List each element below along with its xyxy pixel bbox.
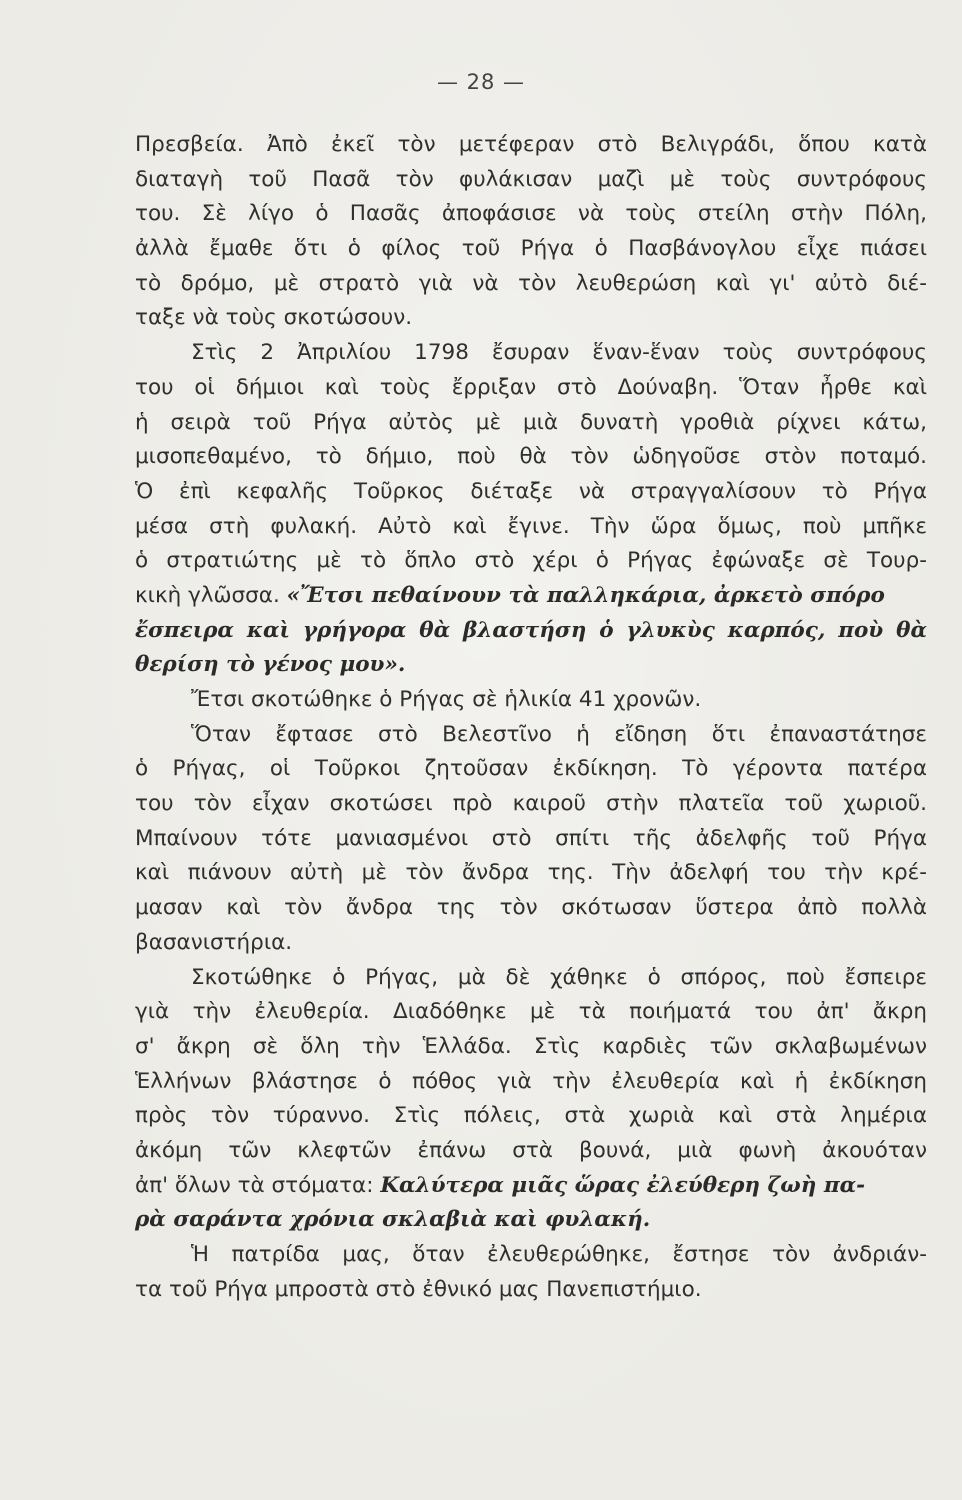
text-line: διαταγὴ τοῦ Πασᾶ τὸν φυλάκισαν μαζὶ μὲ τοὺς συντρόφους xyxy=(135,166,927,192)
text-line: Ὁ ἐπὶ κεφαλῆς Τοῦρκος διέταξε νὰ στραγγαλίσουν τὸ Ρήγα xyxy=(135,478,927,504)
text-fragment: ἀπ' ὅλων τὰ στόματα: xyxy=(135,1172,374,1198)
text-line xyxy=(135,579,927,614)
text-line: Ὅταν ἔφτασε στὸ Βελεστῖνο ἡ εἴδηση ὅτι ἐπαναστάτησε xyxy=(191,721,927,747)
text-line: Σκοτώθηκε ὁ Ρήγας, μὰ δὲ χάθηκε ὁ σπόρος, ποὺ ἔσπειρε xyxy=(191,964,927,990)
text-line: ὁ στρατιώτης μὲ τὸ ὅπλο στὸ χέρι ὁ Ρήγας ἐφώναξε σὲ Τουρ- xyxy=(135,548,927,574)
emphasis-quote-line: ρὰ σαράντα χρόνια σκλαβιὰ καὶ φυλακή. xyxy=(135,1207,651,1233)
text-line: Στὶς 2 Ἀπριλίου 1798 ἔσυραν ἕναν-ἕναν τοὺς συντρόφους xyxy=(191,340,927,366)
emphasis-quote-line: ἔσπειρα καὶ γρήγορα θὰ βλαστήση ὁ γλυκὺς καρπός, ποὺ θὰ xyxy=(135,617,927,643)
text-line: Ἑλλήνων βλάστησε ὁ πόθος γιὰ τὴν ἐλευθερία καὶ ἡ ἐκδίκηση xyxy=(135,1068,927,1094)
text-line: ἡ σειρὰ τοῦ Ρήγα αὐτὸς μὲ μιὰ δυνατὴ γροθιὰ ρίχνει κάτω, xyxy=(135,409,927,435)
text-line: του τὸν εἶχαν σκοτώσει πρὸ καιροῦ στὴν πλατεῖα τοῦ χωριοῦ. xyxy=(135,791,927,817)
text-line: Ἡ πατρίδα μας, ὅταν ἐλευθερώθηκε, ἔστησε τὸν ἀνδριάν- xyxy=(191,1242,927,1267)
text-line xyxy=(135,1169,927,1204)
text-line: ταξε νὰ τοὺς σκοτώσουν. xyxy=(135,305,413,331)
emphasis-quote-line: θερίση τὸ γένος μου». xyxy=(135,652,406,678)
text-line: του οἱ δήμιοι καὶ τοὺς ἔρριξαν στὸ Δούναβη. Ὅταν ἦρθε καὶ xyxy=(135,374,927,400)
emphasis-quote: «Ἔτσι πεθαίνουν τὰ παλληκάρια, ἀρκετὸ σπόρο xyxy=(286,582,885,608)
text-fragment: κικὴ γλῶσσα. xyxy=(135,582,280,608)
text-line: βασανιστήρια. xyxy=(135,929,293,955)
page-body xyxy=(135,128,927,1307)
text-line: καὶ πιάνουν αὐτὴ μὲ τὸν ἄνδρα της. Τὴν ἀδελφή του τὴν κρέ- xyxy=(135,860,927,886)
text-line: ἀκόμη τῶν κλεφτῶν ἐπάνω στὰ βουνά, μιὰ φωνὴ ἀκουόταν xyxy=(135,1137,927,1163)
text-line: Ἔτσι σκοτώθηκε ὁ Ρήγας σὲ ἡλικία 41 χρονῶν. xyxy=(191,687,702,712)
text-line: τὸ δρόμο, μὲ στρατὸ γιὰ νὰ τὸν λευθερώση καὶ γι' αὐτὸ διέ- xyxy=(135,270,927,296)
text-line: μέσα στὴ φυλακή. Αὐτὸ καὶ ἔγινε. Τὴν ὥρα ὅμως, ποὺ μπῆκε xyxy=(135,513,927,539)
text-line: ὁ Ρήγας, οἱ Τοῦρκοι ζητοῦσαν ἐκδίκηση. Τὸ γέροντα πατέρα xyxy=(135,756,927,782)
text-line: σ' ἄκρη σὲ ὅλη τὴν Ἑλλάδα. Στὶς καρδιὲς τῶν σκλαβωμένων xyxy=(135,1033,927,1059)
text-line: μασαν καὶ τὸν ἄνδρα της τὸν σκότωσαν ὕστερα ἀπὸ πολλὰ xyxy=(135,895,927,921)
text-line: Μπαίνουν τότε μανιασμένοι στὸ σπίτι τῆς ἀδελφῆς τοῦ Ρήγα xyxy=(135,825,927,851)
text-line: γιὰ τὴν ἐλευθερία. Διαδόθηκε μὲ τὰ ποιήματά του ἀπ' ἄκρη xyxy=(135,999,927,1025)
page-number: — 28 — xyxy=(436,70,526,94)
text-line: ἀλλὰ ἔμαθε ὅτι ὁ φίλος τοῦ Ρήγα ὁ Πασβάνογλου εἶχε πιάσει xyxy=(135,236,927,262)
text-line: τα τοῦ Ρήγα μπροστὰ στὸ ἐθνικό μας Πανεπιστήμιο. xyxy=(135,1276,702,1302)
text-line: του. Σὲ λίγο ὁ Πασᾶς ἀποφάσισε νὰ τοὺς στείλη στὴν Πόλη, xyxy=(135,201,927,227)
text-line: πρὸς τὸν τύραννο. Στὶς πόλεις, στὰ χωριὰ καὶ στὰ λημέρια xyxy=(135,1103,927,1129)
text-line: μισοπεθαμένο, τὸ δήμιο, ποὺ θὰ τὸν ὡδηγοῦσε στὸν ποταμό. xyxy=(135,444,927,470)
text-line: Πρεσβεία. Ἀπὸ ἐκεῖ τὸν μετέφεραν στὸ Βελιγράδι, ὅπου κατὰ xyxy=(135,132,927,157)
emphasis-quote: Καλύτερα μιᾶς ὥρας ἐλεύθερη ζωὴ πα- xyxy=(380,1172,866,1198)
